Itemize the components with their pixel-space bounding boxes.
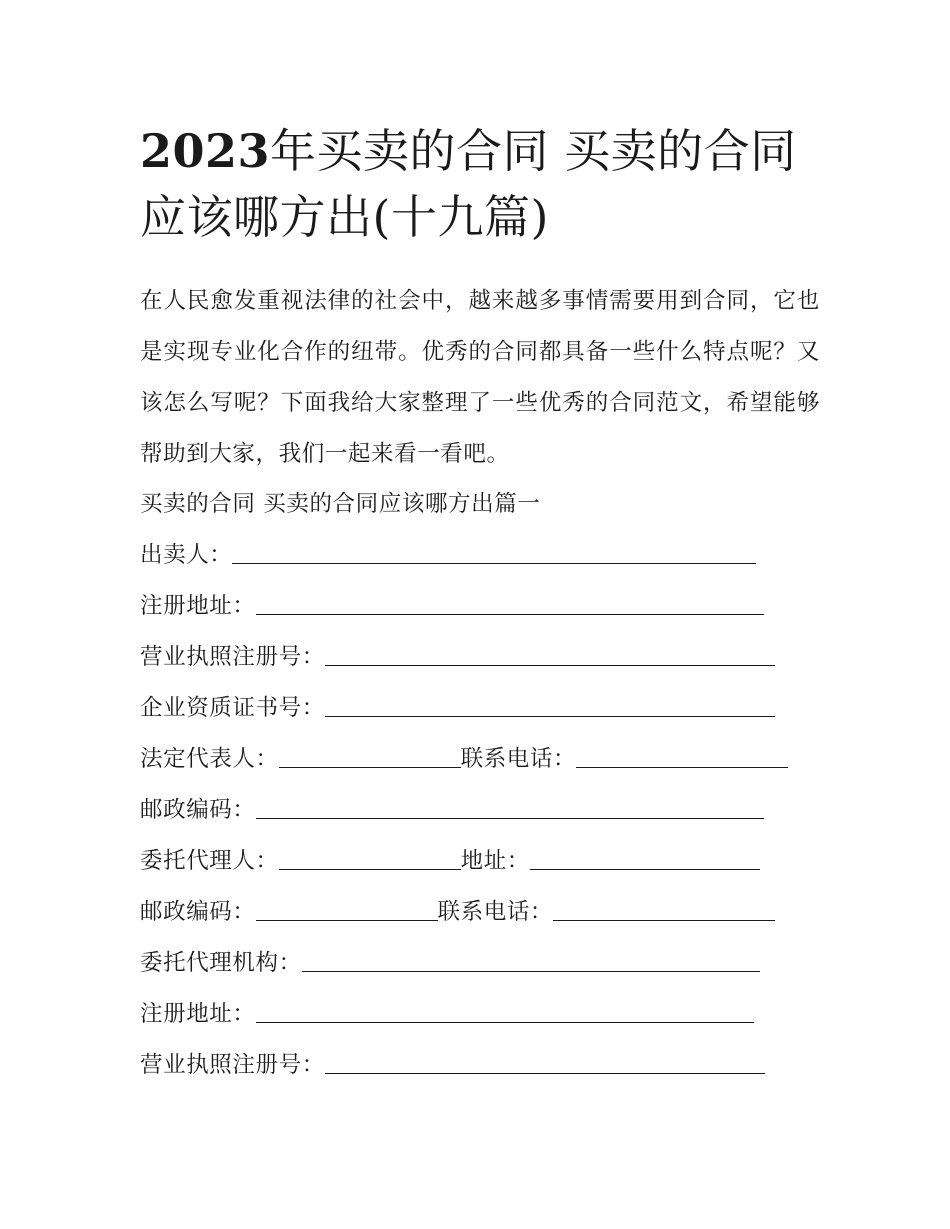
blank-line-qualification-no[interactable] <box>325 698 775 717</box>
field-label-phone-1: 联系电话： <box>460 746 577 772</box>
form-row-reg-address <box>140 581 764 632</box>
form-row-legal-rep <box>140 734 788 785</box>
blank-line-agent[interactable] <box>279 851 461 870</box>
form-row-agent <box>140 836 760 887</box>
form-row-agency <box>140 938 760 989</box>
field-label-agency: 委托代理机构： <box>140 950 302 976</box>
field-label-license-no-2: 营业执照注册号： <box>140 1052 325 1078</box>
blank-line-phone-2[interactable] <box>553 902 775 921</box>
form-row-seller <box>140 530 756 581</box>
blank-line-postcode-1[interactable] <box>256 800 764 819</box>
form-row-license-no <box>140 632 775 683</box>
field-label-phone-2: 联系电话： <box>437 899 554 925</box>
field-label-reg-address-2: 注册地址： <box>140 1001 256 1027</box>
title-year: 2023 <box>140 124 271 178</box>
blank-line-legal-rep[interactable] <box>279 749 461 768</box>
blank-line-license-no-2[interactable] <box>325 1055 765 1074</box>
document-title <box>140 118 820 250</box>
field-label-seller: 出卖人： <box>140 542 233 568</box>
field-label-qualification-no: 企业资质证书号： <box>140 695 325 721</box>
title-text: 年买卖的合同 买卖的合同应该哪方出(十九篇) <box>140 124 797 244</box>
field-label-agent: 委托代理人： <box>140 848 279 874</box>
field-label-legal-rep: 法定代表人： <box>140 746 279 772</box>
form-row-license-no-2 <box>140 1040 765 1091</box>
blank-line-agency[interactable] <box>302 953 760 972</box>
form-row-reg-address-2 <box>140 989 754 1040</box>
form-row-qualification-no <box>140 683 775 734</box>
section-heading: 买卖的合同 买卖的合同应该哪方出篇一 <box>140 491 541 517</box>
field-label-reg-address: 注册地址： <box>140 593 256 619</box>
field-label-postcode-2: 邮政编码： <box>140 899 256 925</box>
field-label-postcode-1: 邮政编码： <box>140 797 256 823</box>
form-row-postcode-2 <box>140 887 775 938</box>
field-label-address: 地址： <box>460 848 530 874</box>
intro-paragraph: 在人民愈发重视法律的社会中，越来越多事情需要用到合同，它也是实现专业化合作的纽带。优秀的合同都具备一些什么特点呢？又该怎么写呢？下面我给大家整理了一些优秀的合同范文，希望能够帮助到大家，我们一起来看一看吧。 <box>140 288 820 467</box>
blank-line-postcode-2[interactable] <box>256 902 438 921</box>
field-label-license-no: 营业执照注册号： <box>140 644 325 670</box>
blank-line-phone-1[interactable] <box>576 749 788 768</box>
blank-line-reg-address[interactable] <box>256 596 764 615</box>
blank-line-address[interactable] <box>530 851 760 870</box>
blank-line-license-no[interactable] <box>325 647 775 666</box>
blank-line-seller[interactable] <box>232 545 756 564</box>
blank-line-reg-address-2[interactable] <box>256 1004 754 1023</box>
form-row-postcode-1 <box>140 785 764 836</box>
